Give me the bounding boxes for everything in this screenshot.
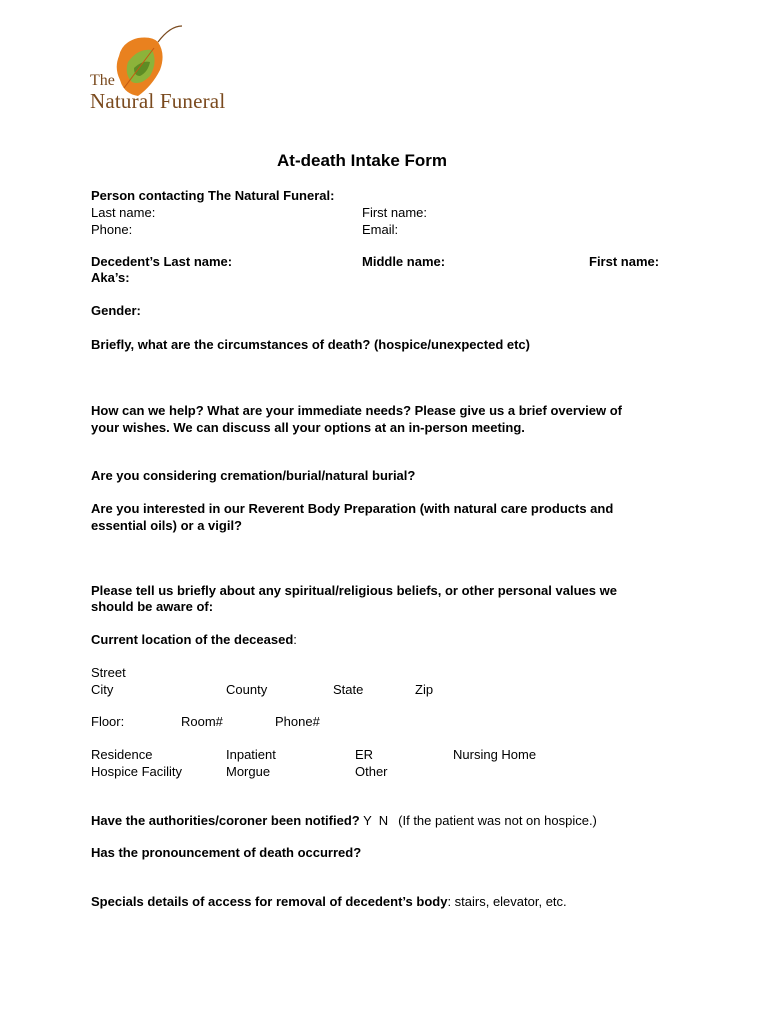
option-inpatient: Inpatient [226, 747, 276, 762]
contact-first-name-label: First name: [362, 205, 428, 220]
authorities-yes-no: Y N [359, 813, 389, 828]
logo-name-text: Natural Funeral [90, 89, 226, 113]
contact-last-name-label: Last name: [91, 205, 156, 220]
beliefs-question-line1: Please tell us briefly about any spiritual/religious beliefs, or other personal values we [91, 583, 617, 598]
phone-number-label: Phone# [275, 714, 320, 729]
location-heading [91, 632, 297, 648]
form-title: At-death Intake Form [277, 151, 448, 170]
gender-label: Gender: [91, 303, 141, 318]
considering-question: Are you considering cremation/burial/natural burial? [91, 468, 416, 483]
street-label: Street [91, 665, 126, 680]
state-label: State [333, 682, 364, 697]
access-label: Specials details of access for removal of decedent’s body [91, 894, 448, 909]
pronouncement-question: Has the pronouncement of death occurred? [91, 845, 362, 860]
akas-label: Aka’s: [91, 270, 130, 285]
contact-phone-label: Phone: [91, 222, 133, 237]
option-morgue: Morgue [226, 764, 271, 779]
logo [62, 18, 262, 128]
beliefs-question-line2: should be aware of: [91, 599, 214, 614]
authorities-question [91, 813, 597, 829]
decedent-last-name-label: Decedent’s Last name: [91, 254, 233, 269]
location-colon: : [293, 632, 297, 647]
help-question-line1: How can we help? What are your immediate needs? Please give us a brief overview of [91, 403, 623, 418]
logo-the-text: The [90, 72, 115, 89]
location-label: Current location of the deceased [91, 632, 294, 647]
room-label: Room# [181, 714, 223, 729]
floor-label: Floor: [91, 714, 125, 729]
option-er: ER [355, 747, 374, 762]
decedent-middle-name-label: Middle name: [362, 254, 446, 269]
authorities-label: Have the authorities/coroner been notified? [91, 813, 360, 828]
option-other: Other [355, 764, 388, 779]
zip-label: Zip [415, 682, 434, 697]
decedent-first-name-label: First name: [589, 254, 660, 269]
option-hospice-facility: Hospice Facility [91, 764, 183, 779]
circumstances-question: Briefly, what are the circumstances of death? (hospice/unexpected etc) [91, 337, 530, 352]
county-label: County [226, 682, 268, 697]
option-residence: Residence [91, 747, 153, 762]
access-question [91, 894, 567, 910]
preparation-question-line1: Are you interested in our Reverent Body Preparation (with natural care products and [91, 501, 614, 516]
option-nursing-home: Nursing Home [453, 747, 537, 762]
authorities-note: (If the patient was not on hospice.) [398, 813, 597, 828]
city-label: City [91, 682, 114, 697]
preparation-question-line2: essential oils) or a vigil? [91, 518, 242, 533]
help-question-line2: your wishes. We can discuss all your options at an in-person meeting. [91, 420, 525, 435]
access-details: : stairs, elevator, etc. [447, 894, 567, 909]
contact-email-label: Email: [362, 222, 399, 237]
contact-heading: Person contacting The Natural Funeral: [91, 188, 335, 203]
